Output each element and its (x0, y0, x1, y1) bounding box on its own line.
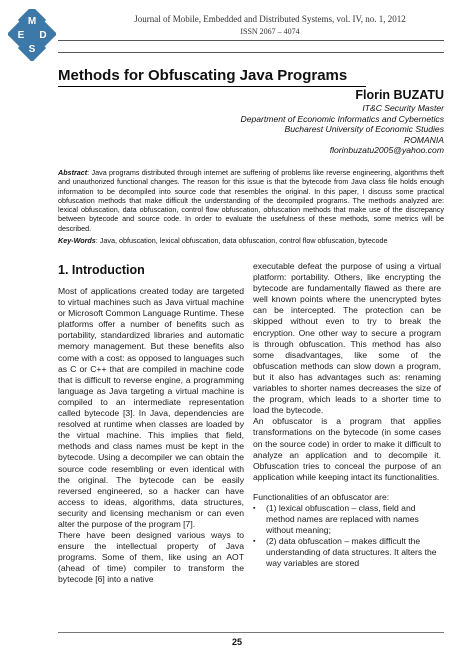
issn-header: ISSN 2067 – 4074 (240, 27, 300, 36)
author-country: ROMANIA (403, 134, 444, 145)
paragraph: executable defeat the purpose of using a virtual platform: portability. Others, like encrypting the bytecode are fundamentally flawed as there are well known points where the unencrypted bytes can be intercepted. The protection can be skipped without even to try to break the encryption. One other way to secure a program is through obfuscation. This method has also some disadvantages, like some of the obfuscation methods can slow down a program, but it also has advantages such as: renaming variables to shorter names decreases the size of the program, which leads to a shorter time to load the bytecode. (253, 261, 441, 416)
logo-mark (8, 9, 56, 61)
footer-divider (58, 632, 444, 633)
author-department: Department of Economic Informatics and Cybernetics (240, 113, 444, 124)
logo-letter-m: M (27, 16, 37, 27)
section-heading: 1. Introduction (58, 263, 145, 277)
logo-letter-d: D (39, 30, 47, 41)
list-item-text: (2) data obfuscation – makes difficult the understanding of data structures. It alters the way variables are stored (266, 536, 437, 569)
abstract-text: : Java programs distributed through internet are suffering of problems like reverse engineering, algorithms theft and unauthorized functional changes. The reason for this issue is that the bytecode from Java class file holds enough information to be decompiled into source code that resembles the original. In this paper, I discuss some practical obfuscation methods that make difficult the understanding of the decompiled programs. The methods analyzed are: lexical obfuscation, data obfuscation, control flow obfuscation, obfuscation methods that make use of the discrepancy between bytecode and source code. In order to evaluate the usefulness of these methods, some metrics will be described. (58, 168, 444, 233)
bullet-icon: ▪ (253, 538, 256, 546)
left-column (58, 286, 244, 586)
paragraph: Functionalities of an obfuscator are: (253, 491, 390, 502)
author-block (241, 88, 444, 156)
author-university: Bucharest University of Economic Studies (284, 124, 444, 134)
journal-logo (8, 9, 56, 61)
paper-title: Methods for Obfuscating Java Programs (58, 67, 366, 87)
logo-letter-s: S (28, 44, 36, 55)
bullet-icon: ▪ (253, 504, 256, 512)
logo-letter-e: E (17, 30, 25, 41)
keywords (58, 236, 444, 245)
list-item-text: (1) lexical obfuscation – class, field and method names are replaced with names without meaning; (266, 502, 419, 536)
keywords-label: Key-Words (58, 236, 96, 245)
journal-header: Journal of Mobile, Embedded and Distributed Systems, vol. IV, no. 1, 2012 (134, 14, 406, 24)
abstract-label: Abstract (58, 168, 88, 177)
page-number: 25 (231, 637, 242, 647)
list-item (253, 536, 441, 569)
keywords-text: : Java, obfuscation, lexical obfuscation, data obfuscation, control flow obfuscation, bytecode (95, 236, 388, 245)
paragraph: There have been designed various ways to ensure the intellectual property of Java programs. Some of them, like using an AOT (ahead of time) compiler to transform the bytecode [6] into a native (58, 530, 244, 585)
abstract (58, 168, 444, 233)
list-item (253, 503, 441, 536)
author-program: IT&C Security Master (362, 103, 444, 113)
paragraph: An obfuscator is a program that applies transformations on the bytecode (in some cases on the source code) in order to make it difficult to analyze an application and to decompile it. Obfuscation tries to conceal the purpose of an application while keeping intact its functionalities. (253, 416, 441, 482)
header-divider-lower (58, 52, 444, 53)
paragraph: Most of applications created today are targeted to virtual machines such as Java virtual machine or Microsoft Common Language Runtime. These platforms offer a number of benefits such as portability, standardized libraries and automatic memory management. But these benefits also come with a cost: as opposed to languages such as C or C++ that are compiled in machine code that is difficult to reverse engine, a programming language as Java targeting a virtual machine is compiled to an intermediate representation called bytecode [3]. In Java, dependencies are resolved at runtime when classes are loaded by the virtual machine. This implies that field, methods and class names must be kept in the bytecode. Using a decompiler we can obtain the source code resembling or even identical with the original. The bytecode can be easily reversed engineered, so a hacker can have access to ideas, algorithms, data structures, security and licensing mechanism or can even alter the purpose of the program [7]. (58, 286, 244, 529)
header-divider (58, 40, 444, 41)
author-name: Florin BUZATU (355, 88, 444, 102)
right-column (253, 261, 441, 570)
author-email[interactable]: florinbuzatu2005@yahoo.com (329, 145, 444, 155)
